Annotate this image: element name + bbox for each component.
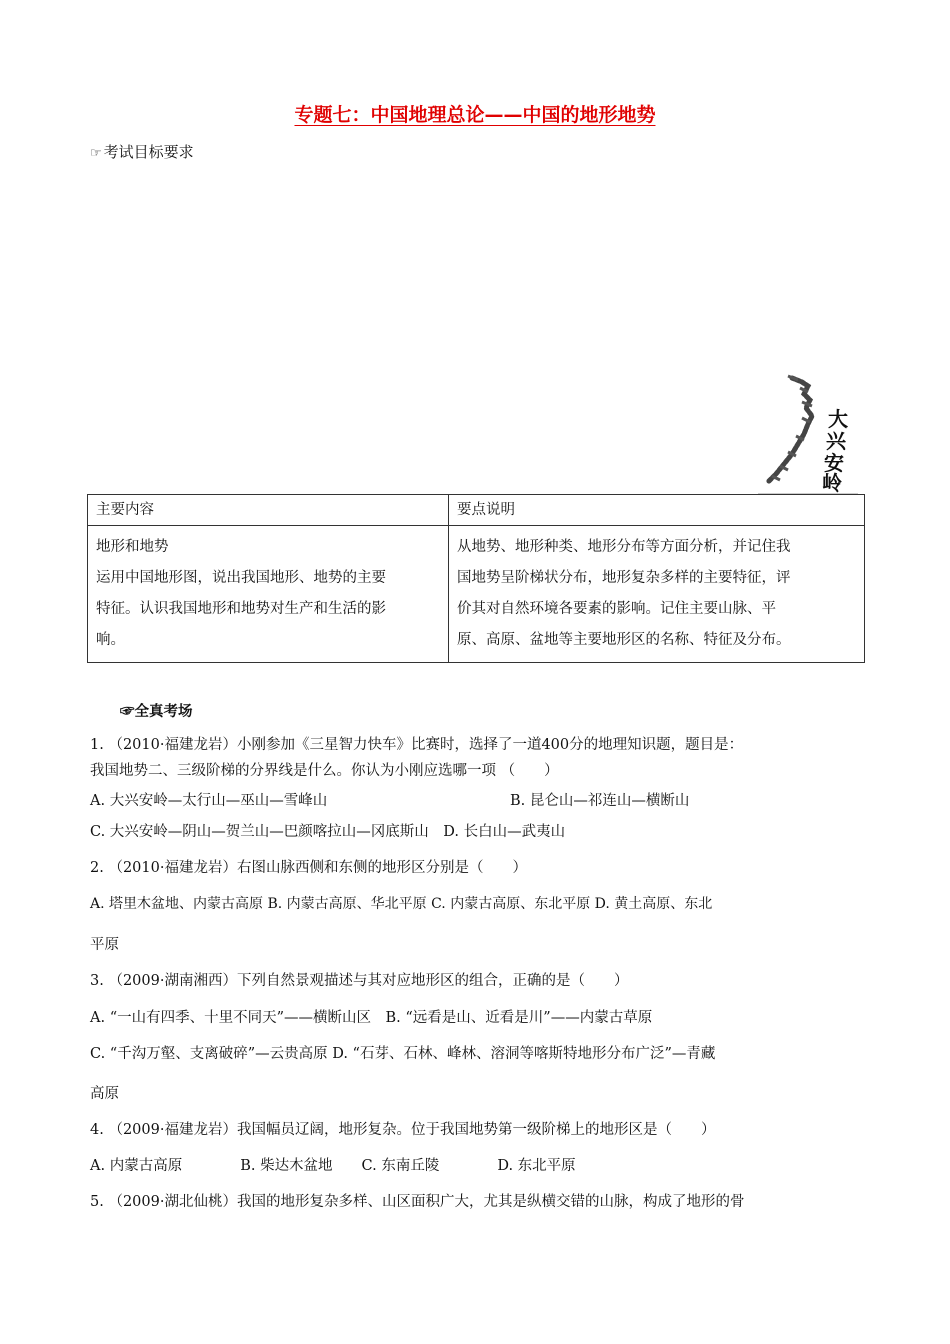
question-line: 3. （2009·湖南湘西）下列自然景观描述与其对应地形区的组合，正确的是（ ） <box>90 973 629 989</box>
goals-table <box>87 494 865 663</box>
cell-line: 从地势、地形种类、地形分布等方面分析，并记住我 <box>457 539 791 555</box>
table-row <box>88 526 865 663</box>
question-line: 1. （2010·福建龙岩）小刚参加《三星智力快车》比赛时，选择了一道400分的地理知识题，题目是： <box>90 737 744 753</box>
option-line: C. “千沟万壑、支离破碎”—云贵高原 D. “石芽、石林、峰林、溶洞等喀斯特地形分布广泛”—青藏 <box>90 1046 716 1062</box>
section-heading-text: 考试目标要求 <box>103 143 194 161</box>
table-cell-notes <box>449 526 865 663</box>
option-line: 高原 <box>90 1086 119 1102</box>
option-line: C. 大兴安岭—阴山—贺兰山—巴颜喀拉山—冈底斯山 D. 长白山—武夷山 <box>90 824 566 840</box>
question-line: 5. （2009·湖北仙桃）我国的地形复杂多样、山区面积广大，尤其是纵横交错的山脉，构成了地形的骨 <box>90 1194 745 1210</box>
pointing-hand-icon: ☞ <box>90 146 102 161</box>
table-header-cell: 要点说明 <box>449 495 865 526</box>
option-line: 平原 <box>90 937 119 953</box>
option-line: A. 塔里木盆地、内蒙古高原 B. 内蒙古高原、华北平原 C. 内蒙古高原、东北平原 D. 黄土高原、东北 <box>90 896 713 912</box>
table-header-cell: 主要内容 <box>88 495 449 526</box>
table-cell-content <box>88 526 449 663</box>
question-line: 我国地势二、三级阶梯的分界线是什么。你认为小刚应选哪一项 （ ） <box>90 763 559 779</box>
cell-line: 价其对自然环境各要素的影响。记住主要山脉、平 <box>457 601 776 617</box>
question-line: 4. （2009·福建龙岩）我国幅员辽阔，地形复杂。位于我国地势第一级阶梯上的地形区是（ ） <box>90 1122 716 1138</box>
cell-line: 原、高原、盆地等主要地形区的名称、特征及分布。 <box>457 632 791 648</box>
map-label-char-2: 兴 <box>826 429 846 453</box>
page-title: 专题七：中国地理总论——中国的地形地势 <box>294 104 656 126</box>
section-heading-goals <box>90 141 194 162</box>
option-line: B. 昆仑山—祁连山—横断山 <box>510 793 690 809</box>
cell-line: 地形和地势 <box>96 539 169 555</box>
mountain-ridge <box>768 378 812 482</box>
option-line: A. “一山有四季、十里不同天”——横断山区 B. “远看是山、近看是川”——内蒙古草原 <box>90 1010 653 1026</box>
table-header-row <box>88 495 865 526</box>
question-line: 2. （2010·福建龙岩）右图山脉西侧和东侧的地形区分别是（ ） <box>90 860 527 876</box>
pointing-hand-icon: ☞ <box>120 703 135 720</box>
section-heading-text: 全真考场 <box>134 703 193 720</box>
section-heading-exam <box>120 700 193 721</box>
cell-line: 国地势呈阶梯状分布，地形复杂多样的主要特征，评 <box>457 570 791 586</box>
map-label-char-3: 安 <box>824 451 844 475</box>
cell-line: 响。 <box>96 632 125 648</box>
option-line: A. 大兴安岭—太行山—巫山—雪峰山 <box>90 793 328 809</box>
map-label-char-1: 大 <box>828 407 848 431</box>
option-line: A. 内蒙古高原 B. 柴达木盆地 C. 东南丘陵 D. 东北平原 <box>90 1158 576 1174</box>
map-label-char-4: 岭 <box>822 471 842 495</box>
mountain-range-map-figure <box>758 372 858 496</box>
cell-line: 运用中国地形图，说出我国地形、地势的主要 <box>96 570 386 586</box>
cell-line: 特征。认识我国地形和地势对生产和生活的影 <box>96 601 386 617</box>
